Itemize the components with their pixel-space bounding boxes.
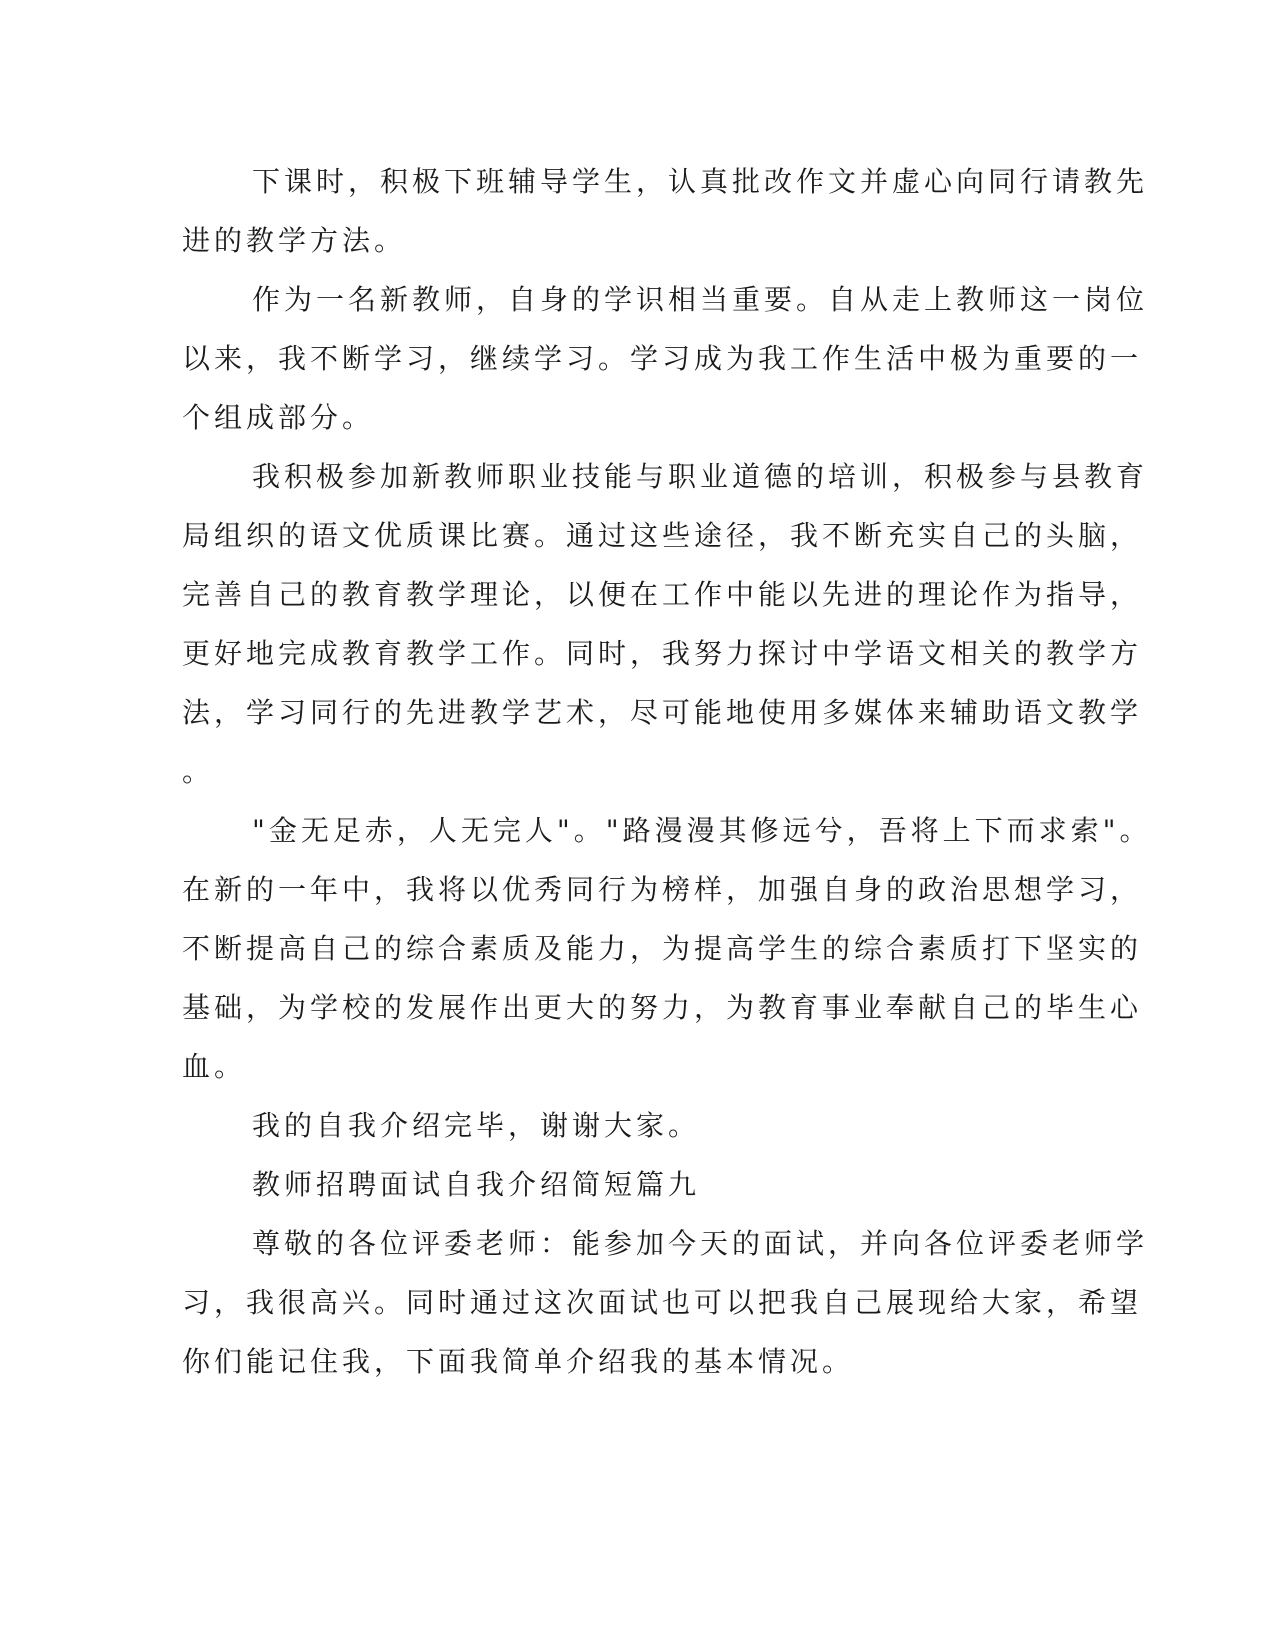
- section-heading: 教师招聘面试自我介绍简短篇九: [252, 1168, 701, 1201]
- text-line: 个组成部分。: [182, 401, 375, 434]
- text-line: 。: [182, 755, 215, 788]
- text-line: 基础，为学校的发展作出更大的努力，为教育事业奉献自己的毕生心: [182, 991, 1143, 1024]
- text-line: 进的教学方法。: [182, 224, 407, 257]
- text-line: 法，学习同行的先进教学艺术，尽可能地使用多媒体来辅助语文教学: [182, 696, 1143, 729]
- text-line: 完善自己的教育教学理论，以便在工作中能以先进的理论作为指导，: [182, 578, 1143, 611]
- document-body: [182, 152, 1152, 1391]
- text-line: 在新的一年中，我将以优秀同行为榜样，加强自身的政治思想学习，: [182, 873, 1143, 906]
- text-line: 血。: [182, 1050, 247, 1083]
- text-line: 局组织的语文优质课比赛。通过这些途径，我不断充实自己的头脑，: [182, 519, 1143, 552]
- text-line: 你们能记住我，下面我简单介绍我的基本情况。: [182, 1345, 855, 1378]
- text-line: 作为一名新教师，自身的学识相当重要。自从走上教师这一岗位: [252, 283, 1149, 316]
- text-line: 下课时，积极下班辅导学生，认真批改作文并虚心向同行请教先: [252, 165, 1149, 198]
- text-line: "金无足赤，人无完人"。"路漫漫其修远兮，吾将上下而求索"。: [252, 814, 1152, 847]
- text-line: 我积极参加新教师职业技能与职业道德的培训，积极参与县教育: [252, 460, 1149, 493]
- text-line: 更好地完成教育教学工作。同时，我努力探讨中学语文相关的教学方: [182, 637, 1143, 670]
- text-line: 我的自我介绍完毕，谢谢大家。: [252, 1109, 701, 1142]
- text-line: 以来，我不断学习，继续学习。学习成为我工作生活中极为重要的一: [182, 342, 1143, 375]
- text-line: 尊敬的各位评委老师：能参加今天的面试，并向各位评委老师学: [252, 1227, 1149, 1260]
- text-line: 习，我很高兴。同时通过这次面试也可以把我自己展现给大家，希望: [182, 1286, 1143, 1319]
- text-line: 不断提高自己的综合素质及能力，为提高学生的综合素质打下坚实的: [182, 932, 1143, 965]
